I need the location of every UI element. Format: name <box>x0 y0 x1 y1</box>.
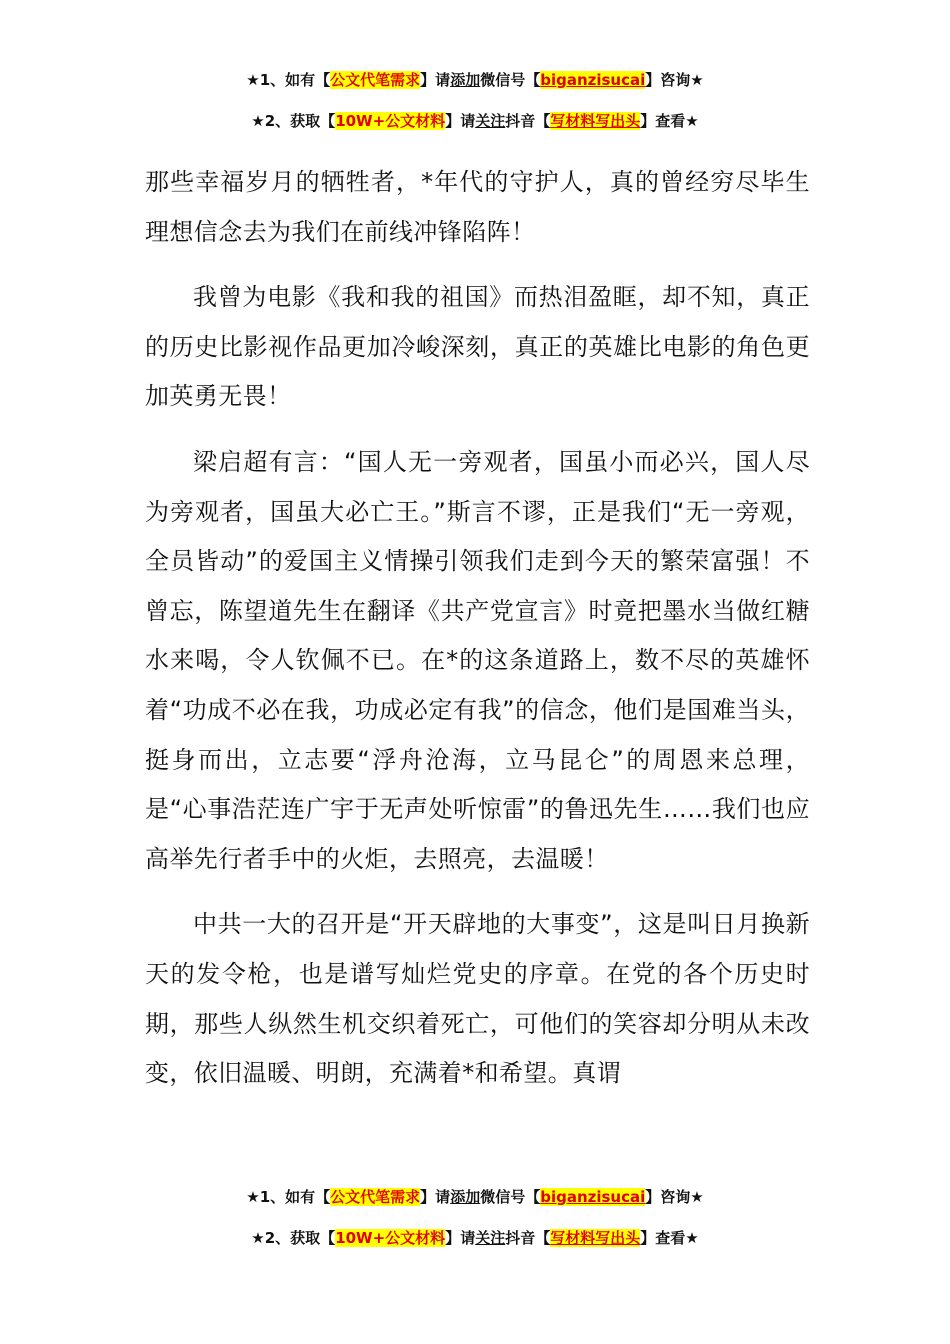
banner-text: ★1、如有【 <box>246 71 331 89</box>
banner-text: 】咨询★ <box>645 71 704 89</box>
banner-text: ★2、获取【 <box>251 112 336 130</box>
paragraph-1: 那些幸福岁月的牺牲者，*年代的守护人，真的曾经穷尽毕生理想信念去为我们在前线冲锋陷阵！ <box>145 168 810 246</box>
bottom-banner-line-2 <box>0 1227 950 1249</box>
banner-text: 】请 <box>445 112 476 130</box>
banner-wechat-id: biganzisucai <box>540 71 646 89</box>
banner-wechat-id: biganzisucai <box>540 1188 646 1206</box>
banner-text: 】请 <box>445 1229 476 1247</box>
banner-underline: 关注 <box>475 1229 506 1247</box>
paragraph-4: 中共一大的召开是“开天辟地的大事变”，这是叫日月换新天的发令枪，也是谱写灿烂党史的序章。在党的各个历史时期，那些人纵然生机交织着死亡，可他们的笑容却分明从未改变，依旧温暖、明朗，充满着*和希望。真谓 <box>145 910 810 1088</box>
banner-douyin-id: 写材料写出头 <box>550 112 641 130</box>
banner-text: 微信号【 <box>480 1188 541 1206</box>
banner-text: 】查看★ <box>640 1229 699 1247</box>
banner-text: 抖音【 <box>505 112 551 130</box>
banner-douyin-id: 写材料写出头 <box>550 1229 641 1247</box>
banner-text: 】请 <box>420 71 451 89</box>
banner-underline: 添加 <box>450 1188 481 1206</box>
bottom-banner-line-1 <box>0 1186 950 1208</box>
paragraph-2: 我曾为电影《我和我的祖国》而热泪盈眶，却不知，真正的历史比影视作品更加冷峻深刻，真正的英雄比电影的角色更加英勇无畏！ <box>145 283 810 411</box>
banner-highlight: 10W+公文材料 <box>335 1229 446 1247</box>
banner-text: 】查看★ <box>640 112 699 130</box>
top-banner-line-1 <box>0 69 950 91</box>
banner-text: 】请 <box>420 1188 451 1206</box>
banner-highlight: 公文代笔需求 <box>330 1188 421 1206</box>
banner-underline: 关注 <box>475 112 506 130</box>
paragraph-3: 梁启超有言：“国人无一旁观者，国虽小而必兴，国人尽为旁观者，国虽大必亡王。”斯言不谬，正是我们“无一旁观，全员皆动”的爱国主义情操引领我们走到今天的繁荣富强！不曾忘，陈望道先生在翻译《共产党宣言》时竟把墨水当做红糖水来喝，令人钦佩不已。在*的这条道路上，数不尽的英雄怀着“功成不必在我，功成必定有我”的信念，他们是国难当头，挺身而出，立志要“浮舟沧海，立马昆仑”的周恩来总理，是“心事浩茫连广宇于无声处听惊雷”的鲁迅先生……我们也应高举先行者手中的火炬，去照亮，去温暖！ <box>145 447 810 873</box>
banner-underline: 添加 <box>450 71 481 89</box>
document-body <box>145 158 810 1115</box>
banner-text: 微信号【 <box>480 71 541 89</box>
banner-text: ★1、如有【 <box>246 1188 331 1206</box>
banner-highlight: 10W+公文材料 <box>335 112 446 130</box>
banner-text: 】咨询★ <box>645 1188 704 1206</box>
banner-text: 抖音【 <box>505 1229 551 1247</box>
top-banner-line-2 <box>0 110 950 132</box>
banner-text: ★2、获取【 <box>251 1229 336 1247</box>
banner-highlight: 公文代笔需求 <box>330 71 421 89</box>
